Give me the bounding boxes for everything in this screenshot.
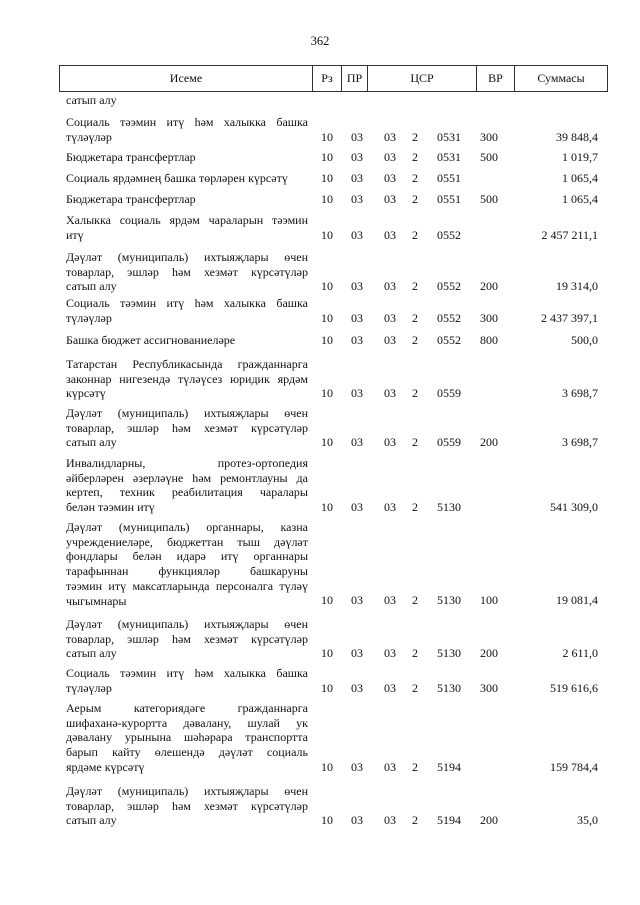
row-name — [66, 93, 308, 108]
row-name-line: сатып алу — [66, 279, 117, 294]
csr-part3-cell: 5194 — [437, 759, 461, 774]
pr-cell: 03 — [351, 191, 363, 206]
csr-part2-cell: 2 — [412, 191, 418, 206]
sum-cell: 2 437 397,1 — [541, 310, 598, 325]
rz-cell: 10 — [321, 170, 333, 185]
header-name: Исеме — [60, 66, 313, 91]
vr-cell: 200 — [480, 646, 498, 661]
table-row — [0, 357, 640, 401]
table-row — [0, 666, 640, 695]
row-name-line: түләүләр — [66, 129, 112, 144]
page-number: 362 — [310, 34, 330, 48]
vr-cell: 300 — [480, 680, 498, 695]
sum-cell: 519 616,6 — [550, 680, 598, 695]
csr-part1-cell: 03 — [384, 500, 396, 515]
sum-cell: 159 784,4 — [550, 759, 598, 774]
row-name-line: Башка бюджет ассигнованиеләре — [66, 333, 236, 347]
table-row — [0, 150, 640, 165]
csr-part3-cell: 5194 — [437, 813, 461, 828]
pr-cell: 03 — [351, 813, 363, 828]
row-name-line: Аерым категориядәге гражданнарга — [66, 701, 308, 715]
rz-cell: 10 — [321, 310, 333, 325]
rz-cell: 10 — [321, 435, 333, 450]
csr-part3-cell: 0551 — [437, 191, 461, 206]
csr-part1-cell: 03 — [384, 279, 396, 294]
csr-part3-cell: 0531 — [437, 129, 461, 144]
row-name — [66, 784, 308, 828]
csr-part2-cell: 2 — [412, 227, 418, 242]
pr-cell: 03 — [351, 593, 363, 608]
vr-cell: 200 — [480, 435, 498, 450]
sum-cell: 1 065,4 — [562, 170, 598, 185]
row-name-line: сатып алу — [66, 93, 117, 107]
rz-cell: 10 — [321, 646, 333, 661]
row-name — [66, 213, 308, 242]
pr-cell: 03 — [351, 435, 363, 450]
csr-part2-cell: 2 — [412, 680, 418, 695]
sum-cell: 2 611,0 — [562, 646, 598, 661]
sum-cell: 35,0 — [577, 813, 598, 828]
sum-cell: 1 019,7 — [562, 149, 598, 164]
row-name-line: Бюджетара трансфертлар — [66, 192, 196, 206]
vr-cell: 300 — [480, 129, 498, 144]
csr-part2-cell: 2 — [412, 646, 418, 661]
sum-cell: 19 314,0 — [556, 279, 598, 294]
sum-cell: 541 309,0 — [550, 500, 598, 515]
table-row — [0, 701, 640, 775]
table-row — [0, 617, 640, 661]
pr-cell: 03 — [351, 170, 363, 185]
csr-part1-cell: 03 — [384, 149, 396, 164]
pr-cell: 03 — [351, 386, 363, 401]
vr-cell: 500 — [480, 191, 498, 206]
row-name-line: тарафыннан функцияләр башкаруны — [66, 564, 308, 579]
rz-cell: 10 — [321, 332, 333, 347]
csr-part2-cell: 2 — [412, 310, 418, 325]
table-row — [0, 456, 640, 515]
row-name-line: товарлар, эшләр һәм хезмәт күрсәтүләр — [66, 264, 308, 279]
row-name-line: Татарстан Республикасында гражданнарга — [66, 357, 308, 371]
pr-cell: 03 — [351, 680, 363, 695]
row-name-line: Дәүләт (муниципаль) органнары, казна — [66, 520, 308, 534]
row-name-line: законнар нигезендә түләүсез юридик ярдәм — [66, 371, 308, 386]
csr-part2-cell: 2 — [412, 386, 418, 401]
csr-part3-cell: 0559 — [437, 386, 461, 401]
csr-part2-cell: 2 — [412, 129, 418, 144]
rz-cell: 10 — [321, 149, 333, 164]
header-vr: ВР — [477, 66, 515, 91]
row-name-line: товарлар, эшләр һәм хезмәт күрсәтүләр — [66, 798, 308, 813]
sum-cell: 500,0 — [571, 332, 598, 347]
row-name-line: Халыкка социаль ярдәм чараларын тәэмин — [66, 213, 308, 227]
row-name-line: товарлар, эшләр һәм хезмәт күрсәтүләр — [66, 631, 308, 646]
pr-cell: 03 — [351, 759, 363, 774]
rz-cell: 10 — [321, 813, 333, 828]
row-name — [66, 115, 308, 144]
row-name-line: Дәүләт (муниципаль) ихтыяҗлары өчен — [66, 250, 308, 264]
csr-part1-cell: 03 — [384, 332, 396, 347]
rz-cell: 10 — [321, 227, 333, 242]
sum-cell: 2 457 211,1 — [541, 227, 598, 242]
csr-part2-cell: 2 — [412, 170, 418, 185]
row-name-line: Социаль тәэмин итү һәм халыкка башка — [66, 115, 308, 129]
row-name — [66, 296, 308, 325]
table-row — [0, 784, 640, 828]
row-name-line: түләүләр — [66, 680, 112, 695]
csr-part1-cell: 03 — [384, 129, 396, 144]
row-name-line: сатып алу — [66, 646, 117, 661]
csr-part3-cell: 5130 — [437, 593, 461, 608]
csr-part1-cell: 03 — [384, 170, 396, 185]
row-name-line: учреждениеләре, бюджеттан тыш дәүләт — [66, 534, 308, 549]
header-sum: Суммасы — [537, 71, 585, 85]
table-row — [0, 406, 640, 450]
row-name — [66, 406, 308, 450]
row-name-line: сатып алу — [66, 813, 117, 828]
row-name-line: Дәүләт (муниципаль) ихтыяҗлары өчен — [66, 784, 308, 798]
csr-part1-cell: 03 — [384, 813, 396, 828]
csr-part2-cell: 2 — [412, 500, 418, 515]
row-name-line: сатып алу — [66, 435, 117, 450]
table-row — [0, 213, 640, 242]
row-name — [66, 520, 308, 608]
csr-part2-cell: 2 — [412, 593, 418, 608]
sum-cell: 1 065,4 — [562, 191, 598, 206]
row-name-line: чыгымнары — [66, 593, 127, 608]
csr-part2-cell: 2 — [412, 435, 418, 450]
csr-part3-cell: 0552 — [437, 279, 461, 294]
table-row — [0, 192, 640, 207]
vr-cell: 100 — [480, 593, 498, 608]
pr-cell: 03 — [351, 279, 363, 294]
header-rz: Рз — [313, 66, 342, 91]
pr-cell: 03 — [351, 332, 363, 347]
sum-cell: 3 698,7 — [562, 386, 598, 401]
pr-cell: 03 — [351, 500, 363, 515]
row-name — [66, 333, 308, 348]
rz-cell: 10 — [321, 500, 333, 515]
sum-cell: 19 081,4 — [556, 593, 598, 608]
row-name-line: әйберләрен әзерләүне һәм ремонтлауны да — [66, 470, 308, 485]
pr-cell: 03 — [351, 129, 363, 144]
csr-part1-cell: 03 — [384, 435, 396, 450]
row-name-line: Дәүләт (муниципаль) ихтыяҗлары өчен — [66, 406, 308, 420]
table-row — [0, 520, 640, 608]
row-name-line: Инвалидларны, протез-ортопедия — [66, 456, 308, 470]
vr-cell: 800 — [480, 332, 498, 347]
pr-cell: 03 — [351, 310, 363, 325]
table-row — [0, 333, 640, 348]
csr-part1-cell: 03 — [384, 680, 396, 695]
csr-part3-cell: 0551 — [437, 170, 461, 185]
row-name — [66, 150, 308, 165]
row-name-line: Социаль тәэмин итү һәм халыкка башка — [66, 296, 308, 310]
rz-cell: 10 — [321, 279, 333, 294]
row-name — [66, 666, 308, 695]
row-name-line: Социаль тәэмин итү һәм халыкка башка — [66, 666, 308, 680]
row-name-line: Бюджетара трансфертлар — [66, 150, 196, 164]
vr-cell: 300 — [480, 310, 498, 325]
csr-part2-cell: 2 — [412, 279, 418, 294]
csr-part3-cell: 0531 — [437, 149, 461, 164]
row-name-line: ярдәме күрсәтү — [66, 759, 145, 774]
rz-cell: 10 — [321, 386, 333, 401]
csr-part3-cell: 0552 — [437, 227, 461, 242]
csr-part2-cell: 2 — [412, 149, 418, 164]
csr-part3-cell: 5130 — [437, 646, 461, 661]
row-name-line: Дәүләт (муниципаль) ихтыяҗлары өчен — [66, 617, 308, 631]
row-name — [66, 617, 308, 661]
csr-part2-cell: 2 — [412, 759, 418, 774]
table-row — [0, 296, 640, 325]
csr-part1-cell: 03 — [384, 759, 396, 774]
row-name-line: фондлары белән идарә итү органнары — [66, 549, 308, 564]
row-name-line: тәэмин итү максатларында персоналга түләү — [66, 578, 308, 593]
table-row — [0, 93, 640, 108]
rz-cell: 10 — [321, 191, 333, 206]
csr-part3-cell: 0552 — [437, 310, 461, 325]
vr-cell: 200 — [480, 813, 498, 828]
rz-cell: 10 — [321, 680, 333, 695]
csr-part2-cell: 2 — [412, 813, 418, 828]
pr-cell: 03 — [351, 149, 363, 164]
csr-part2-cell: 2 — [412, 332, 418, 347]
row-name — [66, 192, 308, 207]
row-name — [66, 250, 308, 294]
csr-part1-cell: 03 — [384, 227, 396, 242]
csr-part3-cell: 5130 — [437, 500, 461, 515]
row-name-line: Социаль ярдәмнең башка төрләрен күрсәтү — [66, 171, 288, 185]
header-csr: ЦСР — [368, 66, 477, 91]
csr-part3-cell: 0552 — [437, 332, 461, 347]
table-row — [0, 250, 640, 294]
csr-part3-cell: 5130 — [437, 680, 461, 695]
row-name-line: дәвалану урынына шәһәрара транспортта — [66, 730, 308, 745]
row-name — [66, 171, 308, 186]
row-name-line: барып кайту өлешендә дәүләт социаль — [66, 745, 308, 760]
csr-part1-cell: 03 — [384, 646, 396, 661]
row-name — [66, 456, 308, 515]
row-name — [66, 701, 308, 775]
row-name-line: товарлар, эшләр һәм хезмәт күрсәтүләр — [66, 420, 308, 435]
row-name-line: түләүләр — [66, 310, 112, 325]
row-name-line: кертеп, техник реабилитация чаралары — [66, 485, 308, 500]
csr-part1-cell: 03 — [384, 310, 396, 325]
table-row — [0, 115, 640, 144]
sum-cell: 39 848,4 — [556, 129, 598, 144]
row-name-line: белән тәэмин итү — [66, 500, 155, 515]
pr-cell: 03 — [351, 227, 363, 242]
row-name-line: күрсәтү — [66, 386, 106, 401]
csr-part3-cell: 0559 — [437, 435, 461, 450]
sum-cell: 3 698,7 — [562, 435, 598, 450]
rz-cell: 10 — [321, 593, 333, 608]
table-header — [59, 65, 608, 92]
csr-part1-cell: 03 — [384, 191, 396, 206]
pr-cell: 03 — [351, 646, 363, 661]
header-pr: ПР — [342, 66, 368, 91]
row-name — [66, 357, 308, 401]
vr-cell: 500 — [480, 149, 498, 164]
row-name-line: шифаханә-курортта дәвалану, шулай ук — [66, 715, 308, 730]
csr-part1-cell: 03 — [384, 593, 396, 608]
csr-part1-cell: 03 — [384, 386, 396, 401]
rz-cell: 10 — [321, 129, 333, 144]
rz-cell: 10 — [321, 759, 333, 774]
table-row — [0, 171, 640, 186]
vr-cell: 200 — [480, 279, 498, 294]
row-name-line: итү — [66, 227, 84, 242]
